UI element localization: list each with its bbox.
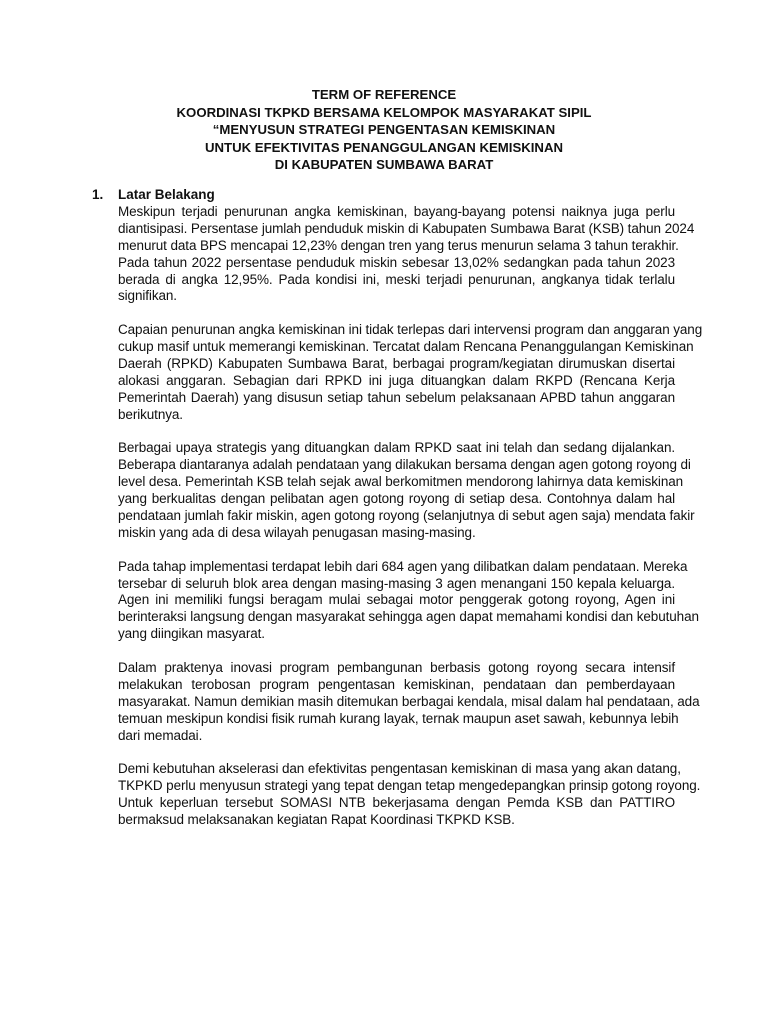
text-line: miskin yang ada di desa wilayah penugasan masing-masing. [118, 524, 476, 540]
section-title: Latar Belakang [118, 187, 215, 202]
text-line: berada di angka 12,95%. Pada kondisi ini, meski terjadi penurunan, angkanya tidak terlalu [118, 271, 675, 287]
text-line: diantisipasi. Persentase jumlah penduduk miskin di Kabupaten Sumbawa Barat (KSB) tahun 2024 [118, 220, 695, 236]
text-line: Daerah (RPKD) Kabupaten Sumbawa Barat, berbagai program/kegiatan dirumuskan disertai [118, 356, 675, 372]
text-line: Pemerintah Daerah) yang disusun setiap tahun sebelum pelaksanaan APBD tahun anggaran [118, 389, 675, 405]
text-line: Pada tahap implementasi terdapat lebih dari 684 agen yang dilibatkan dalam pendataan. Mereka [118, 558, 688, 574]
text-line: Agen ini memiliki fungsi beragam mulai sebagai motor penggerak gotong royong, Agen ini [118, 592, 675, 608]
text-line: yang diingikan masyarat. [118, 626, 265, 642]
title-line: UNTUK EFEKTIVITAS PENANGGULANGAN KEMISKINAN [204, 139, 564, 155]
paragraph [118, 761, 701, 829]
text-line: Pada tahun 2022 persentase penduduk miskin sebesar 13,02% sedangkan pada tahun 2023 [118, 254, 675, 270]
text-line: temuan meskipun kondisi fisik rumah kurang layak, ternak maupun aset sawah, kebunnya lebih [118, 710, 679, 726]
document-title-block [0, 86, 768, 174]
paragraph [118, 322, 703, 423]
text-line: Capaian penurunan angka kemiskinan ini tidak terlepas dari intervensi program dan anggaran yang [118, 322, 703, 338]
text-line: Beberapa diantaranya adalah pendataan yang dilakukan bersama dengan agen gotong royong di [118, 457, 691, 473]
section-body [118, 204, 703, 846]
text-line: pendataan jumlah fakir miskin, agen gotong royong (selanjutnya di sebut agen saja) mendata fakir [118, 508, 695, 524]
text-line: TKPKD perlu menyusun strategi yang tepat dengan tetap mengedepangkan prinsip gotong royong. [118, 778, 701, 794]
title-line: “MENYUSUN STRATEGI PENGENTASAN KEMISKINAN [212, 122, 556, 137]
title-line: DI KABUPATEN SUMBAWA BARAT [274, 157, 494, 172]
text-line: Dalam praktenya inovasi program pembangunan berbasis gotong royong secara intensif [118, 660, 675, 676]
paragraph [118, 204, 695, 305]
text-line: yang berkualitas dengan pelibatan agen gotong royong di setiap desa. Contohnya dalam hal [118, 491, 675, 507]
paragraph [118, 660, 700, 744]
text-line: melakukan terobosan program pengentasan kemiskinan, pendataan dan pemberdayaan [118, 676, 675, 692]
title-line: TERM OF REFERENCE [311, 87, 457, 102]
text-line: Demi kebutuhan akselerasi dan efektivitas pengentasan kemiskinan di masa yang akan datang, [118, 761, 681, 777]
text-line: Meskipun terjadi penurunan angka kemiskinan, bayang-bayang potensi naiknya juga perlu [118, 204, 675, 219]
paragraph [118, 440, 695, 541]
paragraph [118, 558, 699, 643]
text-line: bermaksud melaksanakan kegiatan Rapat Koordinasi TKPKD KSB. [118, 812, 515, 828]
text-line: masyarakat. Namun demikian masih ditemukan berbagai kendala, misal dalam hal pendataan, ada [118, 693, 700, 709]
text-line: menurut data BPS mencapai 12,23% dengan tren yang terus menurun selama 3 tahun terakhir. [118, 237, 679, 253]
text-line: level desa. Pemerintah KSB telah sejak awal berkomitmen mendorong lahirnya data kemiskinan [118, 474, 684, 490]
text-line: cukup masif untuk memerangi kemiskinan. Tercatat dalam Rencana Penanggulangan Kemiskinan [118, 339, 694, 355]
text-line: dari memadai. [118, 727, 203, 743]
text-line: alokasi anggaran. Sebagian dari RPKD ini juga dituangkan dalam RKPD (Rencana Kerja [118, 372, 675, 388]
text-line: signifikan. [118, 288, 177, 304]
section-heading [92, 186, 215, 203]
text-line: Berbagai upaya strategis yang dituangkan dalam RPKD saat ini telah dan sedang dijalankan. [118, 440, 675, 456]
text-line: tersebar di seluruh blok area dengan masing-masing 3 agen menangani 150 kepala keluarga. [118, 575, 675, 591]
text-line: berinteraksi langsung dengan masyarakat sehingga agen dapat memahami kondisi dan kebutuhan [118, 609, 699, 625]
title-line: KOORDINASI TKPKD BERSAMA KELOMPOK MASYARAKAT SIPIL [176, 104, 592, 120]
text-line: berikutnya. [118, 406, 183, 422]
text-line: Untuk keperluan tersebut SOMASI NTB bekerjasama dengan Pemda KSB dan PATTIRO [118, 795, 675, 811]
section-number: 1. [92, 187, 104, 202]
